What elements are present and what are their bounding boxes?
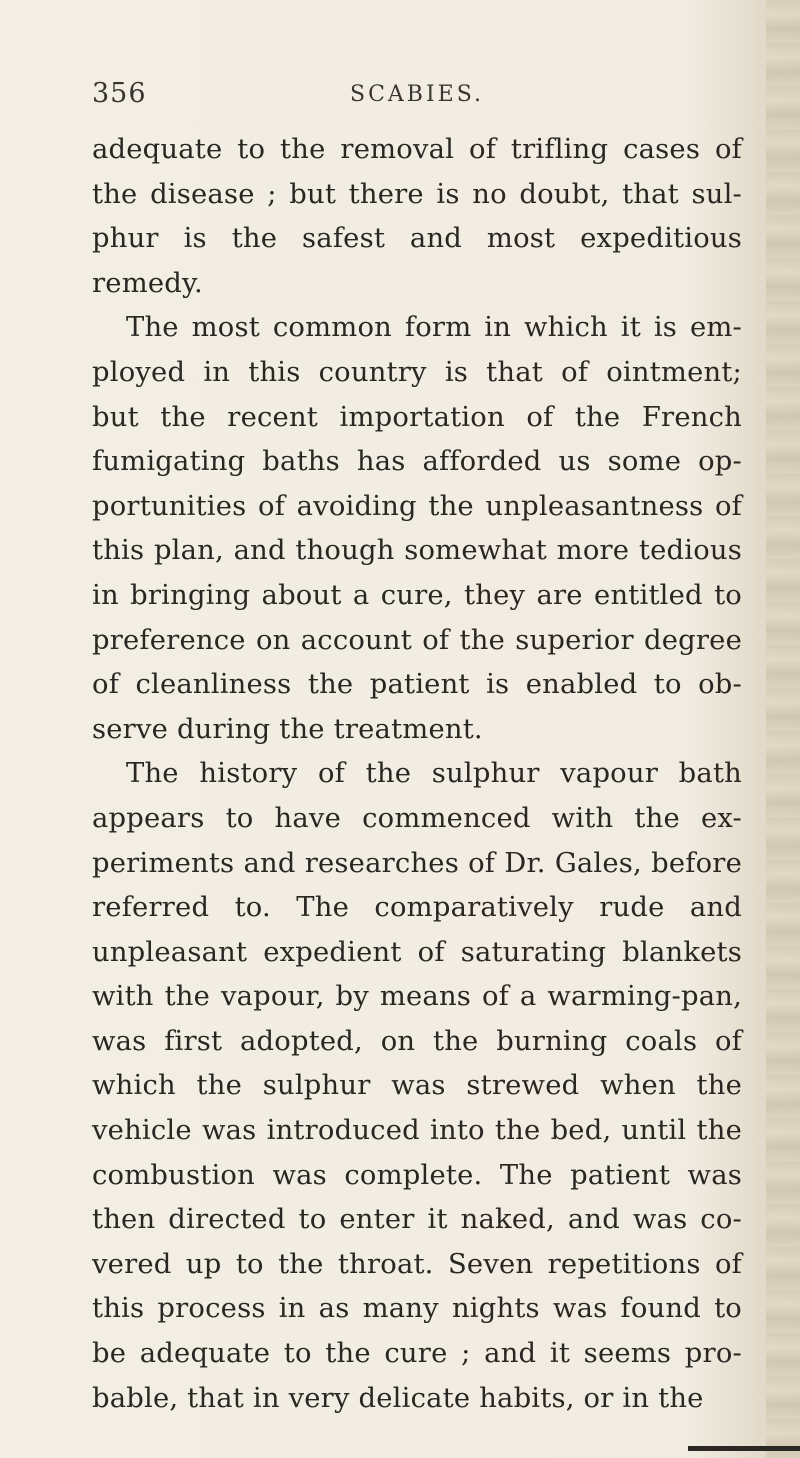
text-line: preference on account of the superior degree (92, 624, 742, 656)
text-line: this plan, and though somewhat more tedious (92, 535, 742, 567)
text-line: then directed to enter it naked, and was co- (92, 1204, 742, 1236)
body-text (92, 128, 742, 1421)
text-line: remedy. (92, 267, 203, 299)
text-line: this process in as many nights was found to (92, 1293, 742, 1325)
text-line: vehicle was introduced into the bed, until the (92, 1115, 742, 1147)
text-line: referred to. The comparatively rude and (92, 892, 742, 924)
text-line: unpleasant expedient of saturating blankets (92, 936, 742, 968)
page-header (92, 78, 732, 118)
text-line: appears to have commenced with the ex- (92, 802, 742, 834)
bottom-rule (688, 1446, 800, 1451)
text-line: be adequate to the cure ; and it seems pro- (92, 1338, 742, 1370)
text-line: phur is the safest and most expeditious (92, 223, 742, 255)
text-line: in bringing about a cure, they are entitled to (92, 579, 742, 611)
running-head: SCABIES. (350, 82, 484, 107)
page-edge-shadow (766, 0, 800, 1458)
text-line: the disease ; but there is no doubt, that sul- (92, 178, 742, 210)
text-line: periments and researches of Dr. Gales, before (92, 847, 742, 879)
text-line: serve during the treatment. (92, 713, 483, 745)
text-line: but the recent importation of the French (92, 401, 742, 433)
text-line: fumigating baths has afforded us some op- (92, 446, 742, 478)
text-line: vered up to the throat. Seven repetitions of (92, 1248, 742, 1280)
text-line: with the vapour, by means of a warming-pan, (92, 981, 742, 1013)
text-line: combustion was complete. The patient was (92, 1159, 742, 1191)
text-line: which the sulphur was strewed when the (92, 1070, 742, 1102)
text-line: The most common form in which it is em- (126, 312, 742, 344)
text-line: bable, that in very delicate habits, or in the (92, 1382, 704, 1414)
text-line: of cleanliness the patient is enabled to ob- (92, 669, 742, 701)
text-line: ployed in this country is that of ointment; (92, 356, 742, 388)
text-line: was first adopted, on the burning coals of (92, 1025, 742, 1057)
page-number: 356 (92, 78, 147, 109)
text-line: portunities of avoiding the unpleasantness of (92, 490, 742, 522)
text-line: adequate to the removal of trifling cases of (92, 134, 742, 165)
text-line: The history of the sulphur vapour bath (126, 758, 742, 790)
